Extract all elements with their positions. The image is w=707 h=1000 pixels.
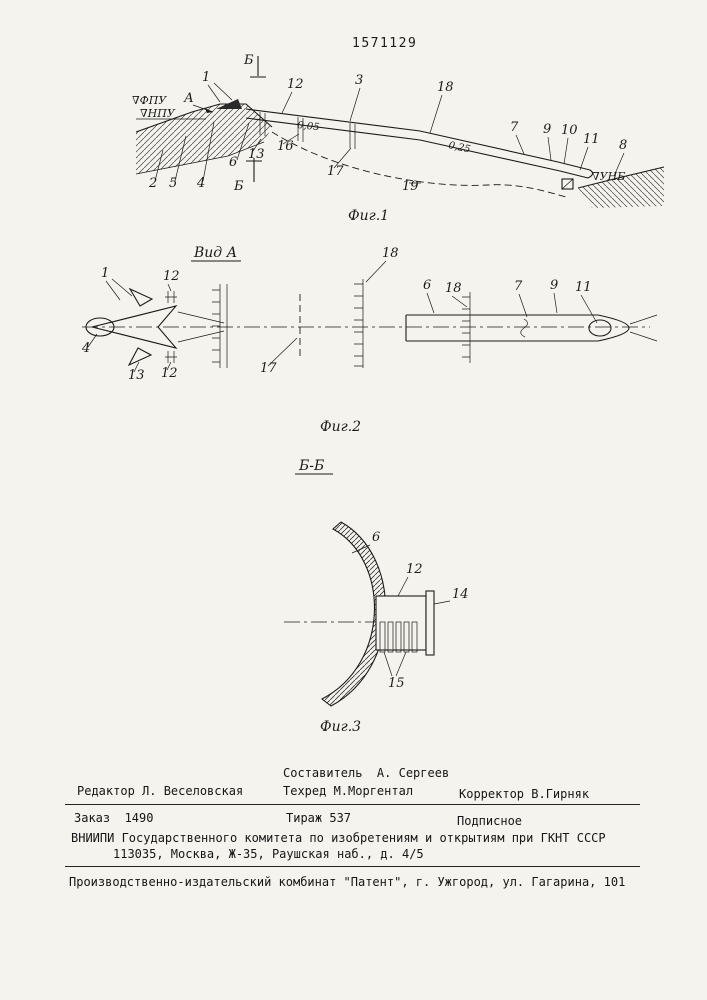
fig1-label-5: 5: [169, 176, 178, 191]
fig1-label-16: 16: [277, 139, 294, 154]
fig2-label-11: 11: [575, 280, 592, 295]
colophon-address: 113035, Москва, Ж-35, Раушская наб., д. 4/5: [113, 847, 424, 861]
fig1-outlet-pipe: [558, 162, 590, 178]
fig1-label-11: 11: [583, 132, 600, 147]
fig2-label-12b: 12: [161, 366, 178, 381]
fig1-label-4: 4: [197, 176, 206, 191]
fig1-rake-3: [350, 123, 355, 149]
fig1-label-7: 7: [510, 120, 519, 135]
figure-1: [132, 53, 664, 224]
fig2-pipe-body: [406, 315, 598, 341]
fig1-label-3: 3: [355, 73, 364, 88]
fig2-label-18a: 18: [382, 246, 399, 261]
colophon-zakaz: Заказ 1490: [74, 811, 154, 825]
fig1-section-mark-top: Б: [244, 53, 254, 68]
fig1-ground-dashed-line: [272, 132, 566, 197]
fig1-slope-1: 0,05: [296, 120, 320, 134]
divider-rule-1: [65, 804, 640, 805]
fig2-label-17: 17: [260, 361, 277, 376]
colophon-publisher: Производственно-издательский комбинат "Патент", г. Ужгород, ул. Гагарина, 101: [69, 875, 626, 889]
colophon-korrektor: Корректор В.Гирняк: [459, 787, 590, 801]
fig2-label-4: 4: [82, 341, 91, 356]
fig2-pipe-outlet-oval: [589, 320, 611, 336]
fig1-view-a-label: А: [184, 91, 194, 106]
patent-number: 1571129: [352, 36, 418, 51]
fig1-label-2: 2: [149, 176, 158, 191]
fig2-caption: Фиг.2: [320, 419, 362, 435]
fig3-end-plate: [426, 591, 434, 655]
fig1-label-19: 19: [402, 179, 419, 194]
fig2-fastener-mark: [521, 319, 528, 337]
fig1-label-10: 10: [561, 123, 578, 138]
fig2-title: Вид А: [194, 245, 238, 261]
fig1-mark-fpu: ∇ФПУ: [132, 94, 167, 107]
fig2-label-18b: 18: [445, 281, 462, 296]
colophon-tehred: Техред М.Моргентал: [283, 784, 414, 798]
fig1-section-mark-bottom: Б: [234, 179, 244, 194]
colophon-vniipi: ВНИИПИ Государственного комитета по изобретениям и открытиям при ГКНТ СССР: [71, 831, 606, 845]
fig2-rake-left: [212, 284, 227, 368]
fig1-label-1: 1: [202, 70, 211, 85]
fig2-label-1: 1: [101, 266, 110, 281]
fig1-chute-top: [246, 109, 558, 162]
fig1-label-12: 12: [287, 77, 304, 92]
figure-2: [81, 245, 657, 435]
colophon-sostavitel: Составитель А. Сергеев: [283, 766, 450, 780]
fig1-caption: Фиг.1: [348, 208, 390, 224]
fig2-label-7: 7: [514, 279, 523, 294]
divider-rule-2: [65, 866, 640, 867]
fig2-pipe-cap: [598, 315, 629, 341]
fig3-label-15: 15: [388, 676, 405, 691]
colophon-podpisnoe: Подписное: [457, 814, 523, 828]
fig1-mark-npu: ∇НПУ: [140, 107, 175, 120]
fig1-label-18: 18: [437, 80, 454, 95]
fig3-title: Б-Б: [299, 458, 325, 474]
fig2-label-12a: 12: [163, 269, 180, 284]
fig3-label-14: 14: [452, 587, 469, 602]
figure-3: [284, 458, 469, 735]
fig1-label-9: 9: [543, 122, 552, 137]
colophon-redaktor: Редактор Л. Веселовская: [77, 784, 244, 798]
fig2-label-6: 6: [423, 278, 432, 293]
fig1-label-13: 13: [248, 147, 265, 162]
fig1-outlet-support-brace: [562, 179, 573, 189]
fig3-label-6: 6: [372, 530, 381, 545]
fig2-rake-right: [462, 292, 470, 363]
fig2-label-13: 13: [128, 368, 145, 383]
fig1-label-17: 17: [327, 164, 344, 179]
fig1-label-8: 8: [619, 138, 628, 153]
fig2-jet-lines: [630, 315, 657, 341]
fig3-caption: Фиг.3: [320, 719, 362, 735]
fig1-label-6: 6: [229, 155, 238, 170]
fig1-slope-2: 0,25: [447, 140, 472, 156]
fig2-label-9: 9: [550, 278, 559, 293]
fig2-rake-mid: [354, 279, 363, 368]
fig1-mark-unb: ∇УНБ: [592, 170, 626, 183]
fig3-label-12: 12: [406, 562, 423, 577]
colophon-tirazh: Тираж 537: [286, 811, 352, 825]
